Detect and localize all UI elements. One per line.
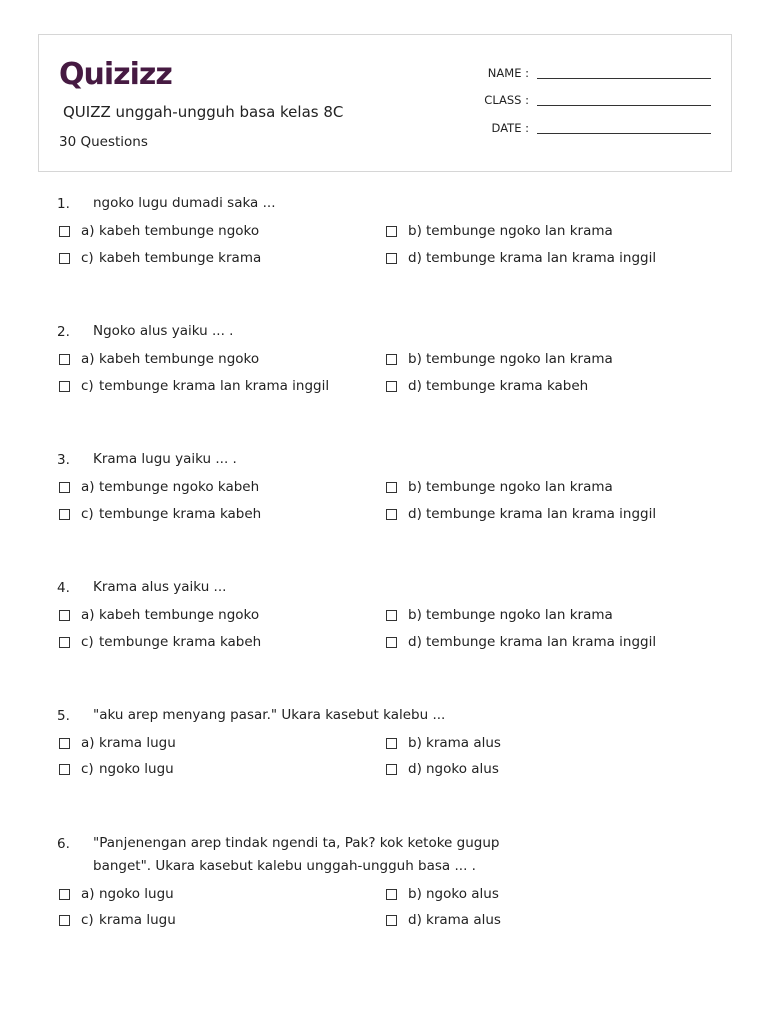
option-letter: d) [408, 761, 422, 777]
checkbox[interactable] [386, 482, 397, 493]
option-text: tembunge krama lan krama inggil [426, 506, 657, 522]
name-field[interactable] [461, 66, 711, 82]
option-text: ngoko alus [426, 886, 499, 902]
question-number: 2. [57, 324, 70, 340]
checkbox[interactable] [386, 637, 397, 648]
option-letter: a) [81, 223, 95, 239]
option-letter: b) [408, 735, 422, 751]
checkbox[interactable] [59, 610, 70, 621]
question-count: 30 Questions [59, 134, 148, 150]
option-text: kabeh tembunge ngoko [99, 607, 260, 623]
question-3 [57, 452, 737, 562]
option-letter: c) [81, 634, 94, 650]
option-text: kabeh tembunge krama [99, 250, 262, 266]
checkbox[interactable] [386, 738, 397, 749]
option-letter: b) [408, 223, 422, 239]
option-text: tembunge krama lan krama inggil [426, 250, 657, 266]
option-letter: c) [81, 912, 94, 928]
question-text: Krama alus yaiku ... [93, 579, 227, 595]
checkbox[interactable] [386, 889, 397, 900]
checkbox[interactable] [59, 354, 70, 365]
option-letter: b) [408, 351, 422, 367]
option-text: ngoko lugu [99, 886, 174, 902]
option-letter: c) [81, 378, 94, 394]
option-text: krama alus [426, 912, 501, 928]
question-number: 4. [57, 580, 70, 596]
option-letter: d) [408, 634, 422, 650]
option-letter: a) [81, 351, 95, 367]
checkbox[interactable] [59, 381, 70, 392]
option-letter: c) [81, 761, 94, 777]
option-letter: b) [408, 479, 422, 495]
quiz-title: QUIZZ unggah-ungguh basa kelas 8C [63, 103, 344, 121]
option-text: tembunge krama kabeh [99, 634, 262, 650]
checkbox[interactable] [386, 226, 397, 237]
checkbox[interactable] [386, 253, 397, 264]
checkbox[interactable] [59, 764, 70, 775]
checkbox[interactable] [59, 253, 70, 264]
name-label: NAME : [487, 66, 529, 80]
question-4 [57, 580, 737, 690]
option-text: tembunge ngoko lan krama [426, 351, 613, 367]
option-letter: a) [81, 479, 95, 495]
checkbox[interactable] [386, 915, 397, 926]
checkbox[interactable] [386, 610, 397, 621]
option-text: tembunge krama lan krama inggil [99, 378, 330, 394]
question-5 [57, 708, 737, 818]
option-letter: b) [408, 607, 422, 623]
option-letter: a) [81, 735, 95, 751]
question-2 [57, 324, 737, 434]
option-text: kabeh tembunge ngoko [99, 351, 260, 367]
question-number: 3. [57, 452, 70, 468]
question-6 [57, 836, 737, 946]
checkbox[interactable] [386, 764, 397, 775]
date-label: DATE : [491, 121, 529, 135]
checkbox[interactable] [386, 354, 397, 365]
checkbox[interactable] [59, 637, 70, 648]
checkbox[interactable] [386, 509, 397, 520]
option-text: krama lugu [99, 912, 176, 928]
question-1 [57, 196, 737, 306]
question-text: ngoko lugu dumadi saka ... [93, 195, 276, 211]
option-letter: d) [408, 912, 422, 928]
question-text: "aku arep menyang pasar." Ukara kasebut kalebu ... [93, 707, 446, 723]
option-letter: d) [408, 378, 422, 394]
option-letter: d) [408, 506, 422, 522]
option-letter: a) [81, 607, 95, 623]
question-number: 1. [57, 196, 70, 212]
option-letter: c) [81, 506, 94, 522]
option-text: tembunge ngoko lan krama [426, 607, 613, 623]
option-letter: c) [81, 250, 94, 266]
option-letter: b) [408, 886, 422, 902]
checkbox[interactable] [59, 738, 70, 749]
option-text: krama alus [426, 735, 501, 751]
class-label: CLASS : [484, 93, 529, 107]
question-text: "Panjenengan arep tindak ngendi ta, Pak? kok ketoke gugup banget". Ukara kasebut kalebu unggah-ungguh basa ... . [93, 835, 500, 874]
option-letter: d) [408, 250, 422, 266]
question-number: 6. [57, 836, 70, 852]
option-text: tembunge krama kabeh [426, 378, 589, 394]
worksheet-header [38, 34, 732, 172]
option-text: kabeh tembunge ngoko [99, 223, 260, 239]
quizizz-logo [59, 55, 193, 91]
question-text: Krama lugu yaiku ... . [93, 451, 237, 467]
checkbox[interactable] [59, 915, 70, 926]
option-letter: a) [81, 886, 95, 902]
option-text: tembunge krama kabeh [99, 506, 262, 522]
class-line[interactable] [537, 105, 711, 106]
question-text: Ngoko alus yaiku ... . [93, 323, 234, 339]
checkbox[interactable] [59, 889, 70, 900]
question-number: 5. [57, 708, 70, 724]
option-text: tembunge krama lan krama inggil [426, 634, 657, 650]
option-text: tembunge ngoko kabeh [99, 479, 260, 495]
option-text: tembunge ngoko lan krama [426, 223, 613, 239]
option-text: krama lugu [99, 735, 176, 751]
option-text: tembunge ngoko lan krama [426, 479, 613, 495]
date-field[interactable] [461, 121, 711, 137]
option-text: ngoko alus [426, 761, 499, 777]
class-field[interactable] [461, 93, 711, 109]
checkbox[interactable] [59, 482, 70, 493]
checkbox[interactable] [59, 226, 70, 237]
checkbox[interactable] [59, 509, 70, 520]
name-line[interactable] [537, 78, 711, 79]
date-line[interactable] [537, 133, 711, 134]
checkbox[interactable] [386, 381, 397, 392]
svg-text:Quizizz: Quizizz [59, 57, 172, 91]
option-text: ngoko lugu [99, 761, 174, 777]
